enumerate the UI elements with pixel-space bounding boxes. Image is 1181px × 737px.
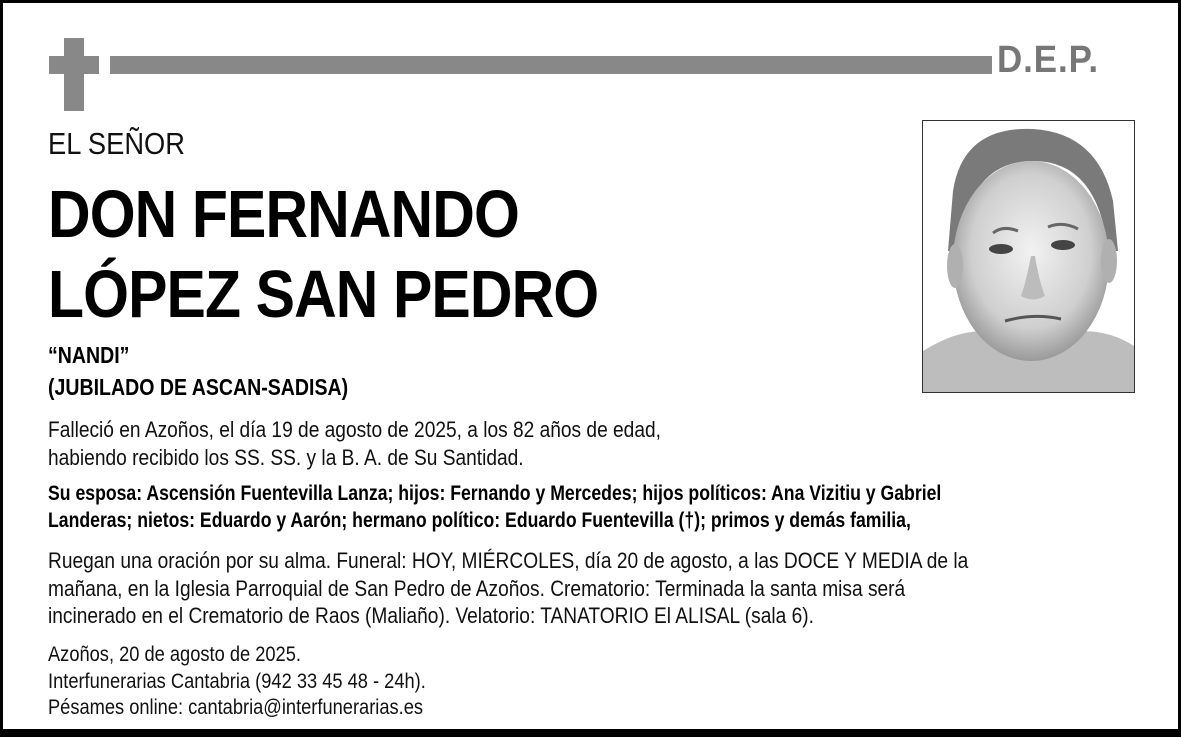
funeral-home: Interfunerarias Cantabria (942 33 45 48 - 24h). [48, 669, 426, 693]
death-notice [48, 416, 661, 471]
deceased-name [48, 175, 598, 335]
nickname: “NANDI” [48, 342, 130, 368]
family-list [48, 480, 941, 534]
condolences-email: Pésames online: cantabria@interfunerarias.es [48, 696, 424, 719]
name-line-1: DON FERNANDO [48, 177, 519, 252]
death-notice-line: Falleció en Azoños, el día 19 de agosto de 2025, a los 82 años de edad, [48, 417, 661, 442]
header-rule [110, 56, 992, 74]
cross-icon-horizontal [49, 56, 99, 74]
service-line: incinerado en el Crematorio de Raos (Maliaño). Velatorio: TANATORIO El ALISAL (sala 6). [48, 603, 814, 628]
cross-icon-vertical [64, 38, 84, 111]
honorific: EL SEÑOR [48, 126, 185, 161]
service-line: mañana, en la Iglesia Parroquial de San Pedro de Azoños. Crematorio: Terminada la santa misa será [48, 575, 906, 601]
service-info [48, 547, 968, 630]
occupation: (JUBILADO DE ASCAN-SADISA) [48, 374, 349, 400]
death-notice-line: habiendo recibido los SS. SS. y la B. A. de Su Santidad. [48, 444, 524, 470]
name-line-2: LÓPEZ SAN PEDRO [48, 257, 599, 332]
portrait-icon [923, 121, 1134, 392]
place-date: Azoños, 20 de agosto de 2025. [48, 643, 301, 666]
dep-label: D.E.P. [997, 39, 1100, 81]
family-line: Landeras; nietos: Eduardo y Aarón; hermano político: Eduardo Fuentevilla (†); primos y demás familia, [48, 509, 911, 532]
service-line: Ruegan una oración por su alma. Funeral: HOY, MIÉRCOLES, día 20 de agosto, a las DOCE Y MEDIA de la [48, 548, 969, 573]
family-line: Su esposa: Ascensión Fuentevilla Lanza; hijos: Fernando y Mercedes; hijos políticos: Ana Vizitiu y Gabriel [48, 482, 942, 505]
portrait-photo [922, 120, 1135, 393]
obituary-card [3, 3, 1178, 729]
footer [48, 642, 426, 722]
